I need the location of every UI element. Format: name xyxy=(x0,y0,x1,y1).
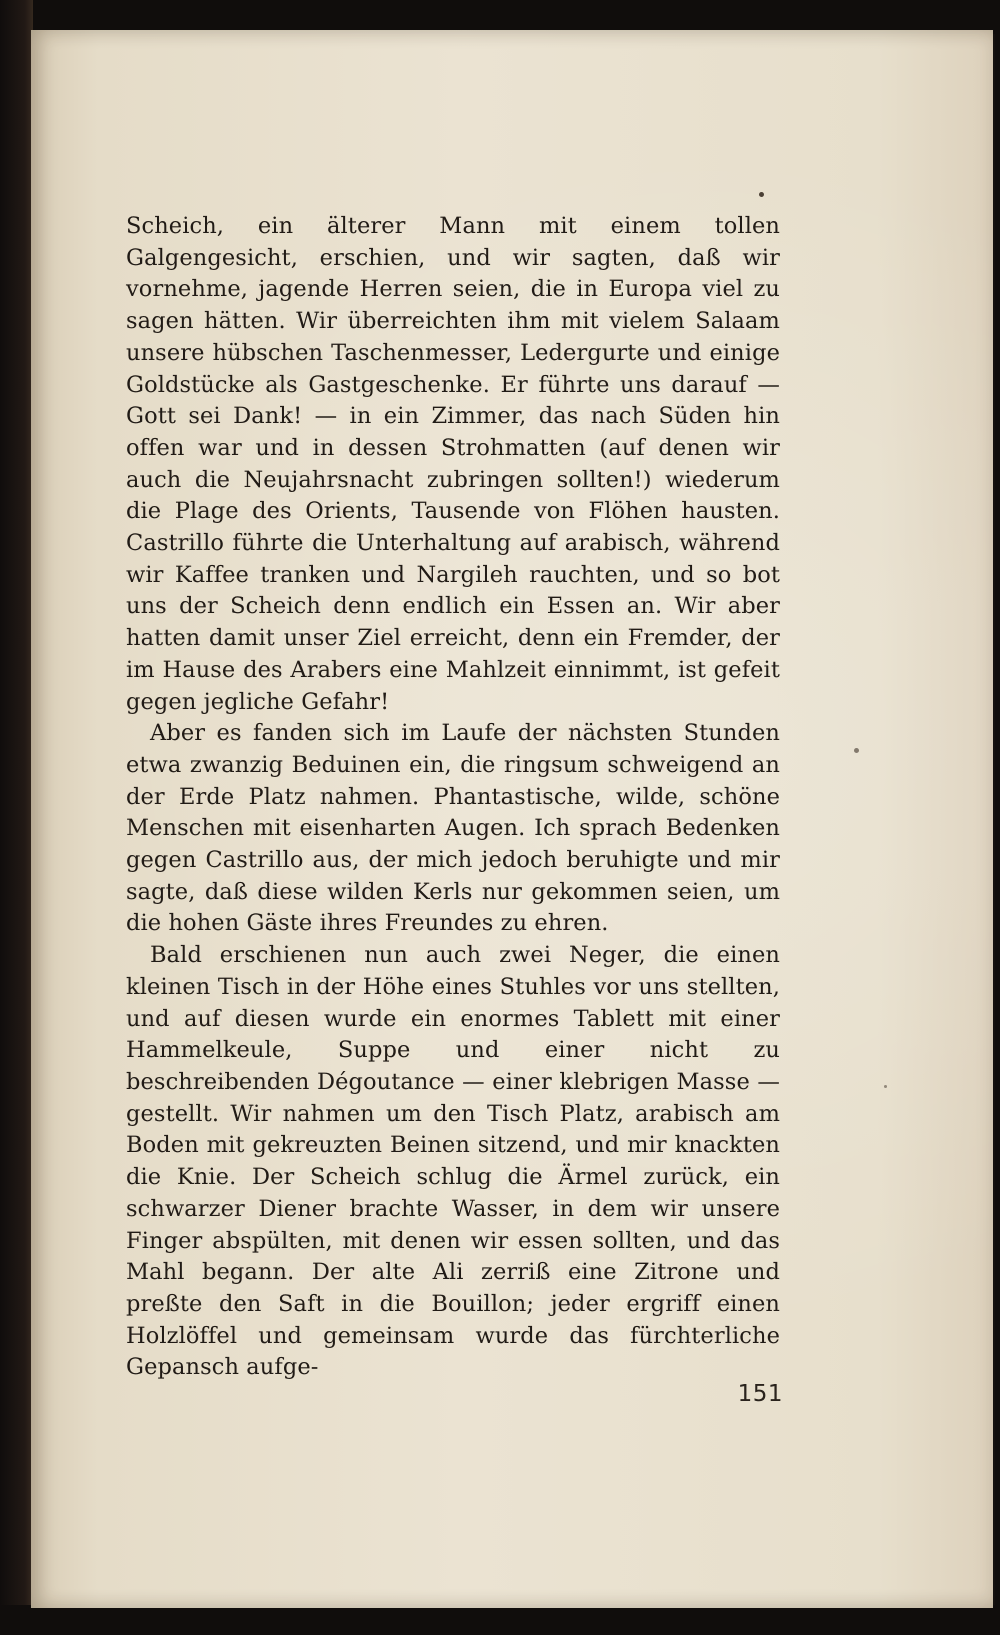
paper-speck xyxy=(884,1085,887,1088)
page-number: 151 xyxy=(737,1381,783,1407)
scan-border-right xyxy=(995,0,1000,1635)
scan-border-bottom xyxy=(0,1605,1000,1635)
body-text xyxy=(126,211,780,1384)
scan-border-top xyxy=(0,0,1000,34)
paragraph-1: Scheich, ein älterer Mann mit einem tollen Galgengesicht, erschien, und wir sagten, daß wir vornehme, jagende Herren seien, die in Europa viel zu sagen hätten. Wir überreichten ihm mit vielem Salaam unsere hübschen Taschenmesser, Ledergurte und einige Goldstücke als Gastgeschenke. Er führte uns darauf — Gott sei Dank! — in ein Zimmer, das nach Süden hin offen war und in dessen Strohmatten (auf denen wir auch die Neujahrsnacht zubringen sollten!) wiederum die Plage des Orients, Tausende von Flöhen hausten. Castrillo führte die Unterhaltung auf arabisch, während wir Kaffee tranken und Nargileh rauchten, und so bot uns der Scheich denn endlich ein Essen an. Wir aber hatten damit unser Ziel erreicht, denn ein Fremder, der im Hause des Arabers eine Mahlzeit einnimmt, ist gefeit gegen jegliche Gefahr! xyxy=(126,213,780,715)
paper-speck xyxy=(854,748,859,753)
paragraph-2: Aber es fanden sich im Laufe der nächsten Stunden etwa zwanzig Beduinen ein, die ringsum schweigend an der Erde Platz nahmen. Phantastische, wilde, schöne Menschen mit eisenharten Augen. Ich sprach Bedenken gegen Castrillo aus, der mich jedoch beruhigte und mir sagte, daß diese wilden Kerls nur gekommen seien, um die hohen Gäste ihres Freundes zu ehren. xyxy=(126,720,780,937)
paper-speck xyxy=(759,192,764,197)
paper-sheet xyxy=(31,30,993,1608)
scan-border-left xyxy=(0,0,33,1635)
paragraph-3: Bald erschienen nun auch zwei Neger, die einen kleinen Tisch in der Höhe eines Stuhles vor uns stellten, und auf diesen wurde ein enormes Tablett mit einer Hammelkeule, Suppe und einer nicht zu beschreibenden Dégoutance — einer klebrigen Masse — gestellt. Wir nahmen um den Tisch Platz, arabisch am Boden mit gekreuzten Beinen sitzend, und mir knackten die Knie. Der Scheich schlug die Ärmel zurück, ein schwarzer Diener brachte Wasser, in dem wir unsere Finger abspülten, mit denen wir essen sollten, und das Mahl begann. Der alte Ali zerriß eine Zitrone und preßte den Saft in die Bouillon; jeder ergriff einen Holzlöffel und gemeinsam wurde das fürchterliche Gepansch aufge- xyxy=(126,942,780,1381)
